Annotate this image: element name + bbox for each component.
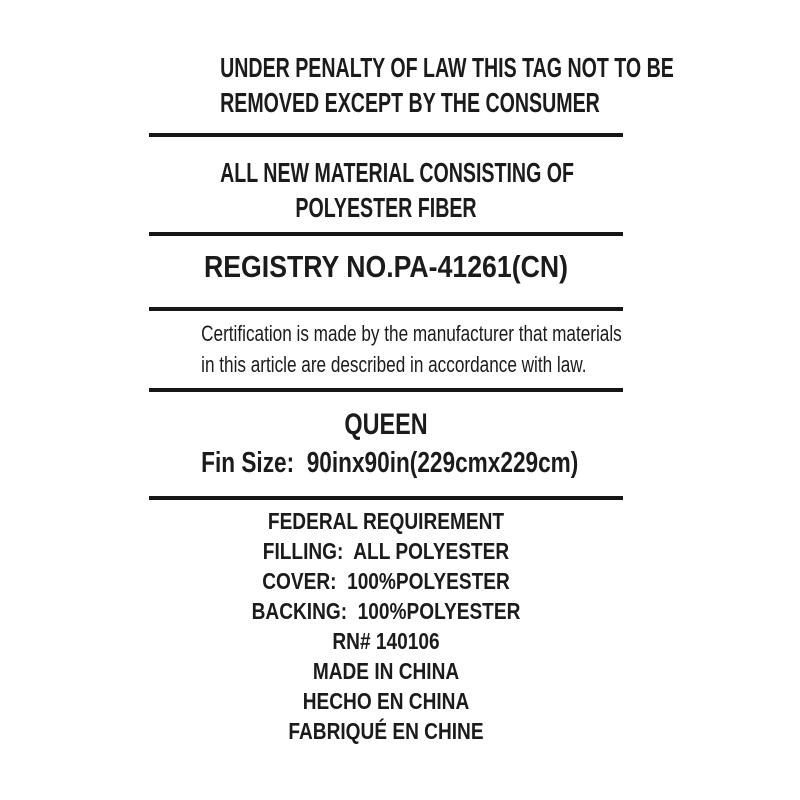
made-in-spanish: HECHO EN CHINA [302,688,470,714]
made-in-english: MADE IN CHINA [312,658,460,684]
certification-statement [149,318,623,380]
penalty-notice-line-1: UNDER PENALTY OF LAW THIS TAG NOT TO BE [220,52,674,83]
certification-line-2: in this article are described in accordance with law. [201,352,587,377]
backing-content: BACKING: 100%POLYESTER [251,598,521,624]
federal-requirement-title: FEDERAL REQUIREMENT [267,508,505,534]
penalty-notice-line-2: REMOVED EXCEPT BY THE CONSUMER [220,87,600,118]
material-statement-line-2: POLYESTER FIBER [295,192,477,223]
rn-number: RN# 140106 [332,628,440,654]
section-divider-3 [149,307,623,311]
section-divider-4 [149,388,623,392]
law-label-tag [149,0,674,746]
made-in-french: FABRIQUÉ EN CHINE [288,718,484,744]
material-statement [149,155,623,225]
federal-requirement-section [149,506,623,746]
section-divider-5 [149,496,623,500]
cover-content: COVER: 100%POLYESTER [262,568,510,594]
size-name: QUEEN [344,408,428,441]
filling-content: FILLING: ALL POLYESTER [262,538,510,564]
certification-line-1: Certification is made by the manufacturer that materials [201,321,622,346]
section-divider-1 [149,133,623,137]
material-statement-line-1: ALL NEW MATERIAL CONSISTING OF [220,157,574,188]
registry-number: REGISTRY NO.PA-41261(CN) [204,249,568,284]
finished-size: Fin Size: 90inx90in(229cmx229cm) [201,447,579,479]
penalty-notice [149,0,674,120]
section-divider-2 [149,232,623,236]
